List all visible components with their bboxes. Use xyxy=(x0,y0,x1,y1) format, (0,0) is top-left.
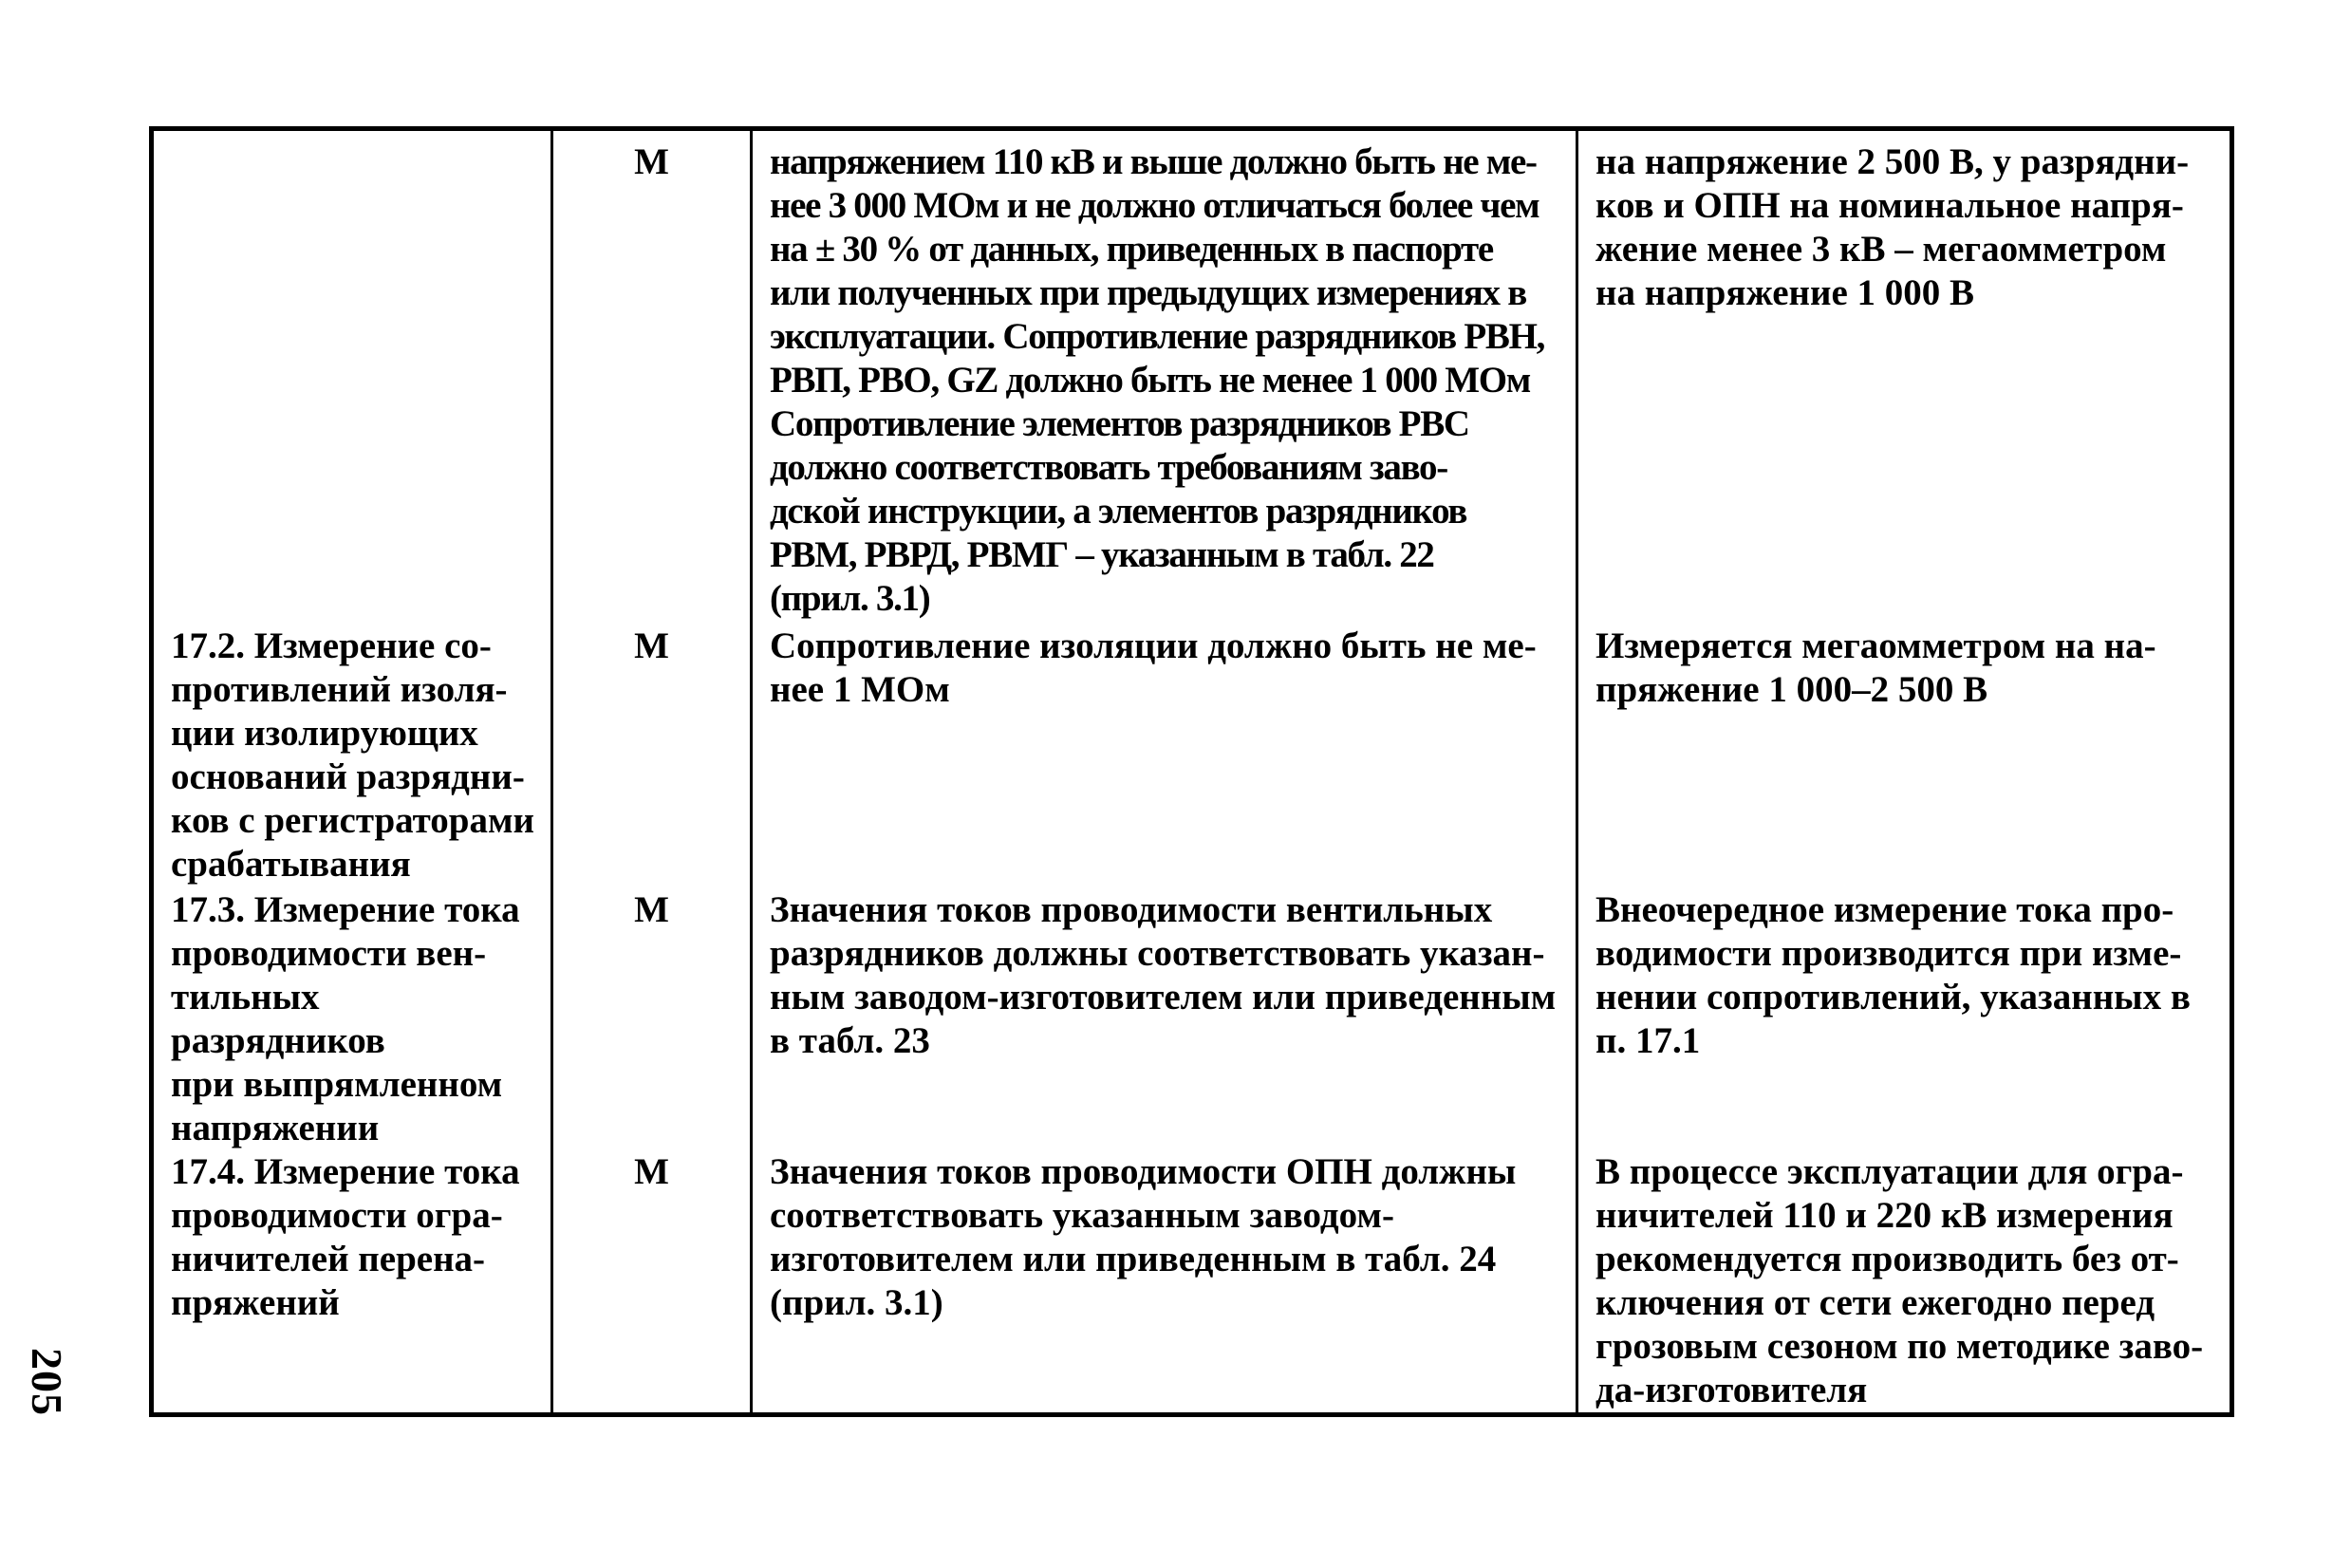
norm-cell: Сопротивление изоляции должно быть не ме- нее 1 МОм xyxy=(752,625,1577,888)
test-name-cell: 17.4. Измерение тока проводимости огра- ничителей перена- пряжений xyxy=(152,1150,552,1415)
note-cell: на напряжение 2 500 В, у разрядни- ков и ОПН на номинальное напря- жение менее 3 кВ – мегаомметром на напряжение 1 000 В xyxy=(1577,129,2232,625)
test-name-cell xyxy=(152,129,552,625)
norm-cell: Значения токов проводимости ОПН должны соответствовать указанным заводом- изготовителем или приведенным в табл. 24 (прил. 3.1) xyxy=(752,1150,1577,1415)
note-cell: В процессе эксплуатации для огра- ничителей 110 и 220 кВ измерения рекомендуется производить без от- ключения от сети ежегодно перед грозовым сезоном по методике заво- да-изготовителя xyxy=(1577,1150,2232,1415)
note-cell: Измеряется мегаомметром на на- пряжение 1 000–2 500 В xyxy=(1577,625,2232,888)
note-cell: Внеочередное измерение тока про- водимости производится при изме- нении сопротивлений, указанных в п. 17.1 xyxy=(1577,888,2232,1150)
test-code-cell: М xyxy=(552,1150,752,1415)
table-row xyxy=(152,625,2232,888)
test-code-cell: М xyxy=(552,129,752,625)
norm-cell: напряжением 110 кВ и выше должно быть не ме- нее 3 000 МОм и не должно отличаться более чем на ± 30 % от данных, приведенных в паспорте или полученных при предыдущих измерениях в эксплуатации. Сопротивление разрядников РВН, РВП, РВО, GZ должно быть не менее 1 000 МОм Сопротивление элементов разрядников РВС должно соответствовать требованиям заво- дской инструкции, а элементов разрядников РВМ, РВРД, РВМГ – указанным в табл. 22 (прил. 3.1) xyxy=(752,129,1577,625)
norm-cell: Значения токов проводимости вентильных разрядников должны соответствовать указан- ным заводом-изготовителем или приведенным в табл. 23 xyxy=(752,888,1577,1150)
test-code-cell: М xyxy=(552,888,752,1150)
requirements-table xyxy=(149,126,2234,1417)
table-row xyxy=(152,888,2232,1150)
table-row xyxy=(152,129,2232,625)
page-number: 205 xyxy=(23,1348,71,1416)
test-code-cell: М xyxy=(552,625,752,888)
requirements-table-container xyxy=(149,126,2234,1417)
test-name-cell: 17.3. Измерение тока проводимости вен- тильных разрядников при выпрямленном напряжении xyxy=(152,888,552,1150)
test-name-cell: 17.2. Измерение со- противлений изоля- ции изолирующих оснований разрядни- ков с регистраторами срабатывания xyxy=(152,625,552,888)
table-row xyxy=(152,1150,2232,1415)
